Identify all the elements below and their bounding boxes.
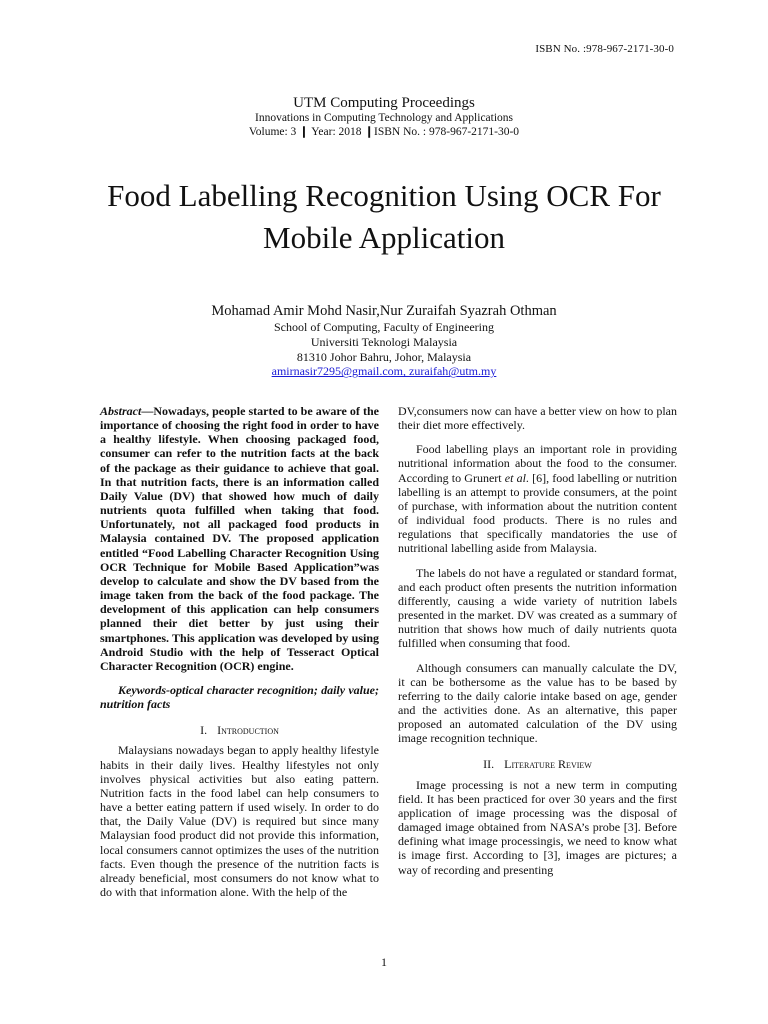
section-title: Introduction bbox=[217, 723, 279, 738]
intro-paragraph-2 bbox=[398, 442, 677, 555]
isbn-header: ISBN No. :978-967-2171-30-0 bbox=[535, 43, 674, 55]
intro-paragraph-1-continued: DV,consumers now can have a better view on how to plan their diet more effectively. bbox=[398, 404, 677, 433]
abstract-text: —Nowadays, people started to be aware of the importance of choosing the right food in order to have a healthy lifestyle. When choosing packaged food, consumer can refer to the nutrition facts at the back of the package as their guidance to achieve that goal. In that nutrition facts, there is an information called Daily Value (DV) that showed how much of daily nutrients quota fulfilled when taking that food. Unfortunately, not all packaged food products in Malaysia contained DV. The proposed application entitled “Food Labelling Character Recognition Using OCR Technique for Mobile Based Application”was develop to calculate and show the DV based from the image taken from the back of the food package. The development of this application can help consumers planned their diet better by just using their smartphones. This application was developed by using Android Studio with the help of Tesseract Optical Character Recognition (OCR) engine. bbox=[100, 404, 379, 673]
right-column bbox=[398, 404, 677, 877]
paragraph-text: Food labelling plays an important role in providing nutritional information about the food to the consumer. According to Grunert bbox=[398, 442, 677, 485]
section-number: I. bbox=[200, 723, 208, 738]
affiliation-line: Universiti Teknologi Malaysia bbox=[310, 334, 458, 349]
author-emails-link[interactable]: amirnasir7295@gmail.com, zuraifah@utm.my bbox=[271, 364, 497, 379]
section-heading-introduction bbox=[100, 723, 379, 737]
intro-paragraph-1: Malaysians nowadays began to apply healthy lifestyle habits in their daily lives. Healthy lifestyles not only involves physical activities but also eating pattern. Nutrition facts in the food label can help consumers to have a better eating pattern if used wisely. In order to do that, the Daily Value (DV) is required but since many Malaysian food product did not provide this information, local consumers cannot optimizes the uses of the nutrition facts. Even though the presence of the nutrition facts is already beneficial, most consumers do not know what to do with that information alone. With the help of the bbox=[100, 743, 379, 899]
lit-paragraph-1: Image processing is not a new term in computing field. It has been practiced for over 30 years and the first application of image processing was the disposal of damaged image obtained from NASA’s probe [3]. Before defining what image processingis, we need to know what is image first. According to [3], images are pictures; a way of recording and presenting bbox=[398, 777, 677, 877]
paper-authors: Mohamad Amir Mohd Nasir,Nur Zuraifah Syazrah Othman bbox=[211, 303, 557, 319]
section-heading-literature-review bbox=[398, 757, 677, 771]
keywords: Keywords-optical character recognition; daily value; nutrition facts bbox=[100, 682, 379, 712]
proceedings-volume-line: Volume: 3 ❙ Year: 2018 ❙ISBN No. : 978-967-2171-30-0 bbox=[248, 125, 520, 138]
page-number: 1 bbox=[381, 955, 387, 969]
section-title: Literature Review bbox=[504, 757, 592, 772]
affiliation-line: 81310 Johor Bahru, Johor, Malaysia bbox=[296, 349, 472, 364]
intro-paragraph-4: Although consumers can manually calculate the DV, it can be bothersome as the value has to be based by referring to the daily calorie intake based on age, gender and the activities done. As an alternative, this paper proposed an automated calculation of the DV using image recognition technique. bbox=[398, 660, 677, 746]
paper-title: Food Labelling Recognition Using OCR For Mobile Application bbox=[107, 178, 661, 255]
proceedings-subtitle: Innovations in Computing Technology and Applications bbox=[254, 112, 514, 124]
author-affiliation bbox=[0, 320, 768, 379]
proceedings-title: UTM Computing Proceedings bbox=[293, 95, 475, 111]
affiliation-line: School of Computing, Faculty of Engineering bbox=[274, 320, 494, 334]
section-number: II. bbox=[483, 757, 495, 772]
intro-paragraph-3: The labels do not have a regulated or standard format, and each product often presents the nutrition information differently, causing a wide variety of nutrition labels presented in the market. DV was created as a summary of nutrition that shows how much of daily nutrients quota fulfilled when consuming that food. bbox=[398, 565, 677, 651]
et-al: et al bbox=[504, 470, 526, 485]
abstract-label: Abstract bbox=[100, 404, 142, 418]
paragraph-text: . [6], food labelling or nutrition labelling is an attempt to provide consumers, at the point of purchase, with information about the nutrition content of individual food products. There is no rules and regulations that specifically mandatories the use of nutritional labelling aside from Malaysia. bbox=[398, 470, 677, 556]
abstract bbox=[100, 404, 379, 673]
proceedings-header bbox=[0, 94, 768, 140]
left-column bbox=[100, 404, 379, 899]
